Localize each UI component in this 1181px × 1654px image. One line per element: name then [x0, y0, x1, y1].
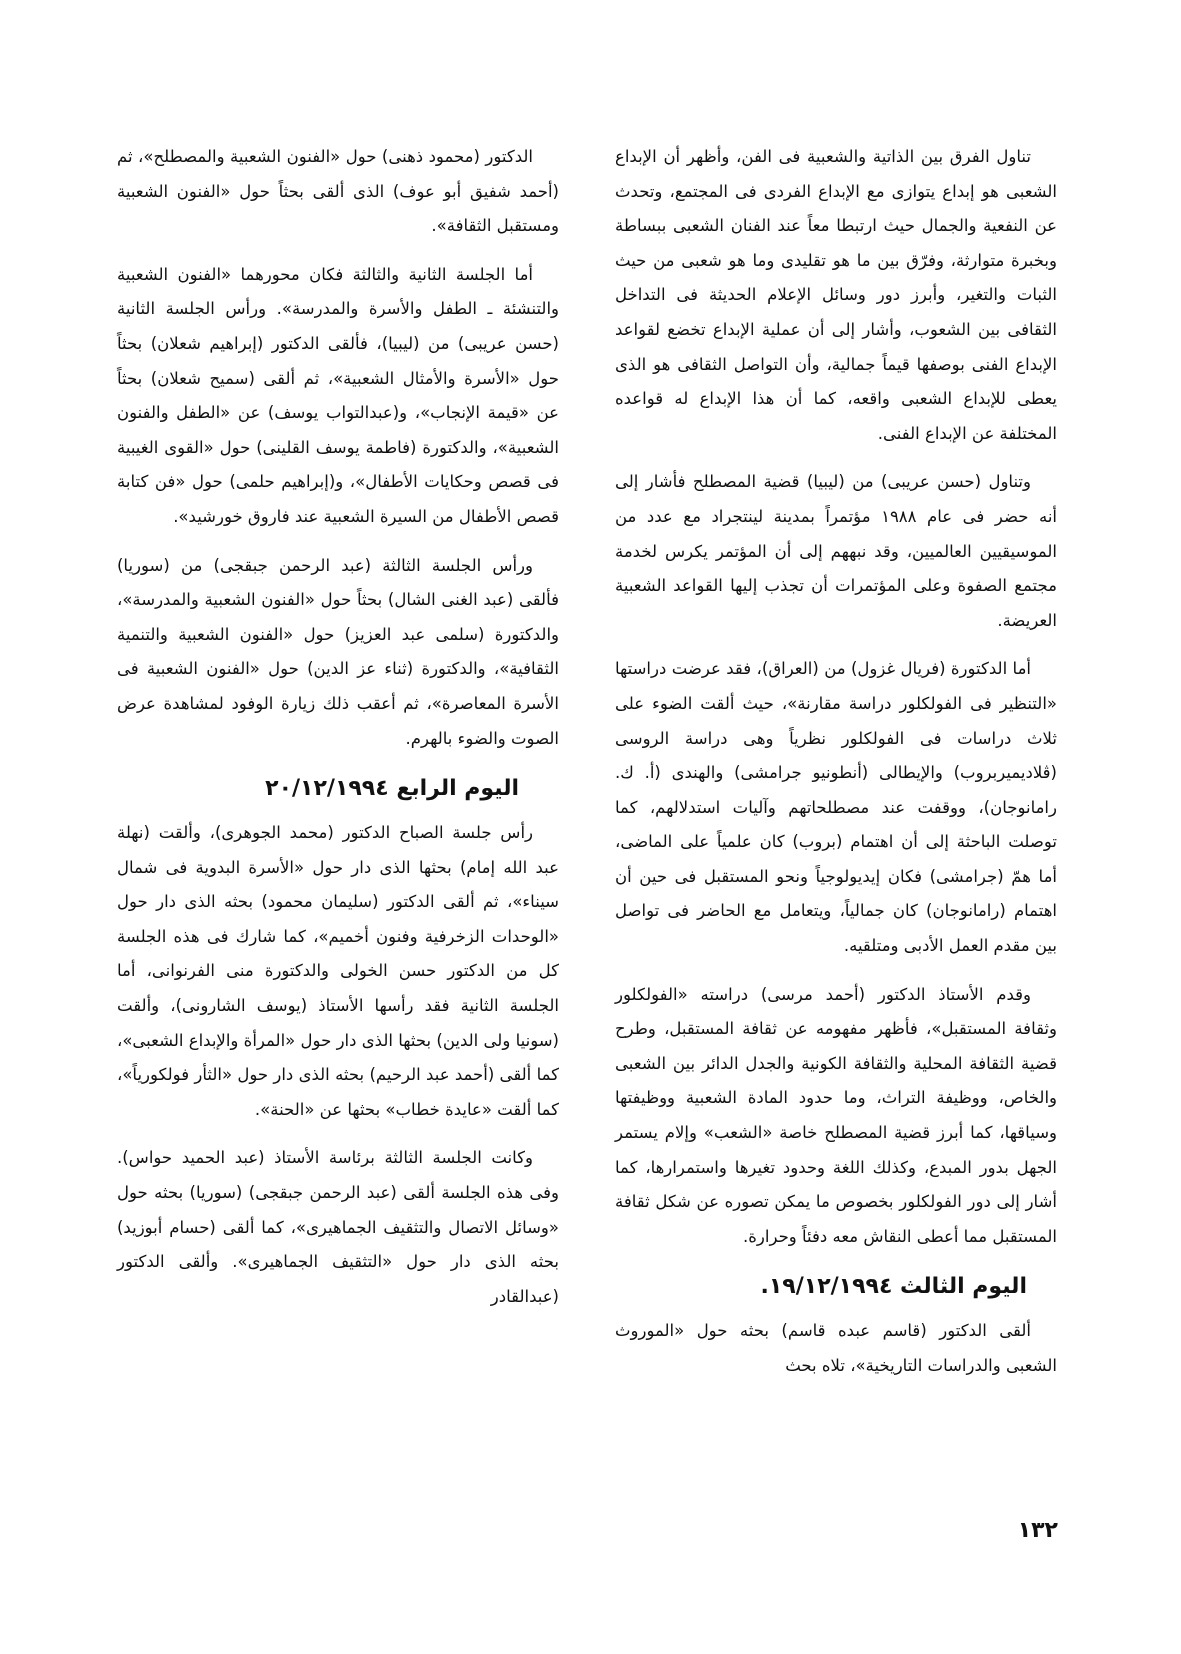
right-paragraph-4: وقدم الأستاذ الدكتور (أحمد مرسى) دراسته «الفولكلور وثقافة المستقبل»، فأظهر مفهومه عن ثقافة المستقبل، وطرح قضية الثقافة المحلية والثقافة الكونية والجدل الدائر بين الشعبى والخاص، ووظيفة التراث، وما حدود المادة الشعبية ووظيفتها وسياقها، كما أبرز قضية المصطلح خاصة «الشعب» وإلام يستمر الجهل بدور المبدع، وكذلك اللغة وحدود تغيرها واستمرارها، كما أشار إلى دور الفولكلور بخصوص ما يمكن تصوره عن شكل ثقافة المستقبل مما أعطى النقاش معه دفئاً وحرارة. [615, 984, 1057, 1246]
page-number: ١٣٢ [1017, 1518, 1058, 1543]
day-four-heading: اليوم الرابع ٢٠/١٢/١٩٩٤ [265, 776, 519, 802]
right-paragraph-2: وتناول (حسن عريبى) من (ليبيا) قضية المصطلح فأشار إلى أنه حضر فى عام ١٩٨٨ مؤتمراً بمدينة لينتجراد مع عدد من الموسيقيين العالميين، وقد نبههم إلى أن المؤتمر يكرس لخدمة مجتمع الصفوة وعلى المؤتمرات أن تجذب إليها القواعد الشعبية العريضة. [615, 472, 1057, 630]
left-paragraph-5: وكانت الجلسة الثالثة برئاسة الأستاذ (عبد الحميد حواس). وفى هذه الجلسة ألقى (عبد الرحمن جبقجى) (سوريا) بحثه حول «وسائل الاتصال والتثقيف الجماهيرى»، كما ألقى (حسام أبوزيد) بحثه الذى دار حول «التثقيف الجماهيرى». وألقى الدكتور (عبدالقادر [117, 1148, 559, 1306]
day-three-heading: اليوم الثالث ١٩/١٢/١٩٩٤. [760, 1274, 1027, 1300]
right-paragraph-3: أما الدكتورة (فريال غزول) من (العراق)، فقد عرضت دراستها «التنظير فى الفولكلور دراسة مقارنة»، حيث ألقت الضوء على ثلاث دراسات فى الفولكلور نظرياً وهى دراسة الروسى (ڤلاديميربروب) والإيطالى (أنطونيو جرامشى) والهندى (أ. ك. رامانوجان)، ووقفت عند مصطلحاتهم وآليات استدلالهم، كما توصلت الباحثة إلى أن اهتمام (بروب) كان علمياً على الماضى، أما همّ (جرامشى) فكان إيديولوجياً ونحو المستقبل فى حين أن اهتمام (رامانوجان) كان جمالياً، ويتعامل مع الحاضر فى تواصل بين مقدم العمل الأدبى ومتلقيه. [615, 659, 1057, 956]
right-paragraph-1: تناول الفرق بين الذاتية والشعبية فى الفن، وأظهر أن الإبداع الشعبى هو إبداع يتوازى مع الإبداع الفردى فى المجتمع، وتحدث عن النفعية والجمال حيث ارتبطا معاً عند الفنان الشعبى ببساطة وبخبرة متوارثة، وفرّق بين ما هو تقليدى وما هو شعبى من حيث الثبات والتغير، وأبرز دور وسائل الإعلام الحديثة فى التداخل الثقافى بين الشعوب، وأشار إلى أن عملية الإبداع تخضع لقواعد الإبداع الفنى بوصفها قيماً جمالية، وأن التواصل الثقافى هو الذى يعطى للإبداع الشعبى واقعه، كما أن هذا الإبداع له قواعده المختلفة عن الإبداع الفنى. [615, 147, 1057, 443]
right-column [615, 140, 1057, 1398]
left-paragraph-1: الدكتور (محمود ذهنى) حول «الفنون الشعبية والمصطلح»، ثم (أحمد شفيق أبو عوف) الذى ألقى بحثاً حول «الفنون الشعبية ومستقبل الثقافة». [117, 147, 559, 236]
left-paragraph-4: رأس جلسة الصباح الدكتور (محمد الجوهرى)، وألقت (نهلة عبد الله إمام) بحثها الذى دار حول «الأسرة البدوية فى شمال سيناء»، ثم ألقى الدكتور (سليمان محمود) بحثه الذى دار حول «الوحدات الزخرفية وفنون أخميم»، كما شارك فى هذه الجلسة كل من الدكتور حسن الخولى والدكتورة منى الفرنوانى، أما الجلسة الثانية فقد رأسها الأستاذ (يوسف الشارونى)، وألقت (سونيا ولى الدين) بحثها الذى دار حول «المرأة والإبداع الشعبى»، كما ألقى (أحمد عبد الرحيم) بحثه الذى دار حول «الثأر فولكورياً»، كما ألقت «عايدة خطاب» بحثها عن «الحنة». [117, 823, 559, 1119]
left-paragraph-2: أما الجلسة الثانية والثالثة فكان محورهما «الفنون الشعبية والتنشئة ـ الطفل والأسرة والمدرسة». ورأس الجلسة الثانية (حسن عريبى) من (ليبيا)، فألقى الدكتور (إبراهيم شعلان) بحثاً حول «الأسرة والأمثال الشعبية»، ثم ألقى (سميح شعلان) بحثاً عن «قيمة الإنجاب»، و(عبدالتواب يوسف) عن «الطفل والفنون الشعبية»، والدكتورة (فاطمة يوسف القلينى) حول «القوى الغيبية فى قصص وحكايات الأطفال»، و(إبراهيم حلمى) حول «فن كتابة قصص الأطفال من السيرة الشعبية عند فاروق خورشيد». [117, 264, 559, 526]
left-column [117, 140, 559, 1328]
right-paragraph-5: ألقى الدكتور (قاسم عبده قاسم) بحثه حول «الموروث الشعبى والدراسات التاريخية»، تلاه بحث [615, 1321, 1057, 1375]
left-paragraph-3: ورأس الجلسة الثالثة (عبد الرحمن جبقجى) من (سوريا) فألقى (عبد الغنى الشال) بحثاً حول «الفنون الشعبية والمدرسة»، والدكتورة (سلمى عبد العزيز) حول «الفنون الشعبية والتنمية الثقافية»، والدكتورة (ثناء عز الدين) حول «الفنون الشعبية فى الأسرة المعاصرة»، ثم أعقب ذلك زيارة الوفود لمشاهدة عرض الصوت والضوء بالهرم. [117, 555, 559, 748]
